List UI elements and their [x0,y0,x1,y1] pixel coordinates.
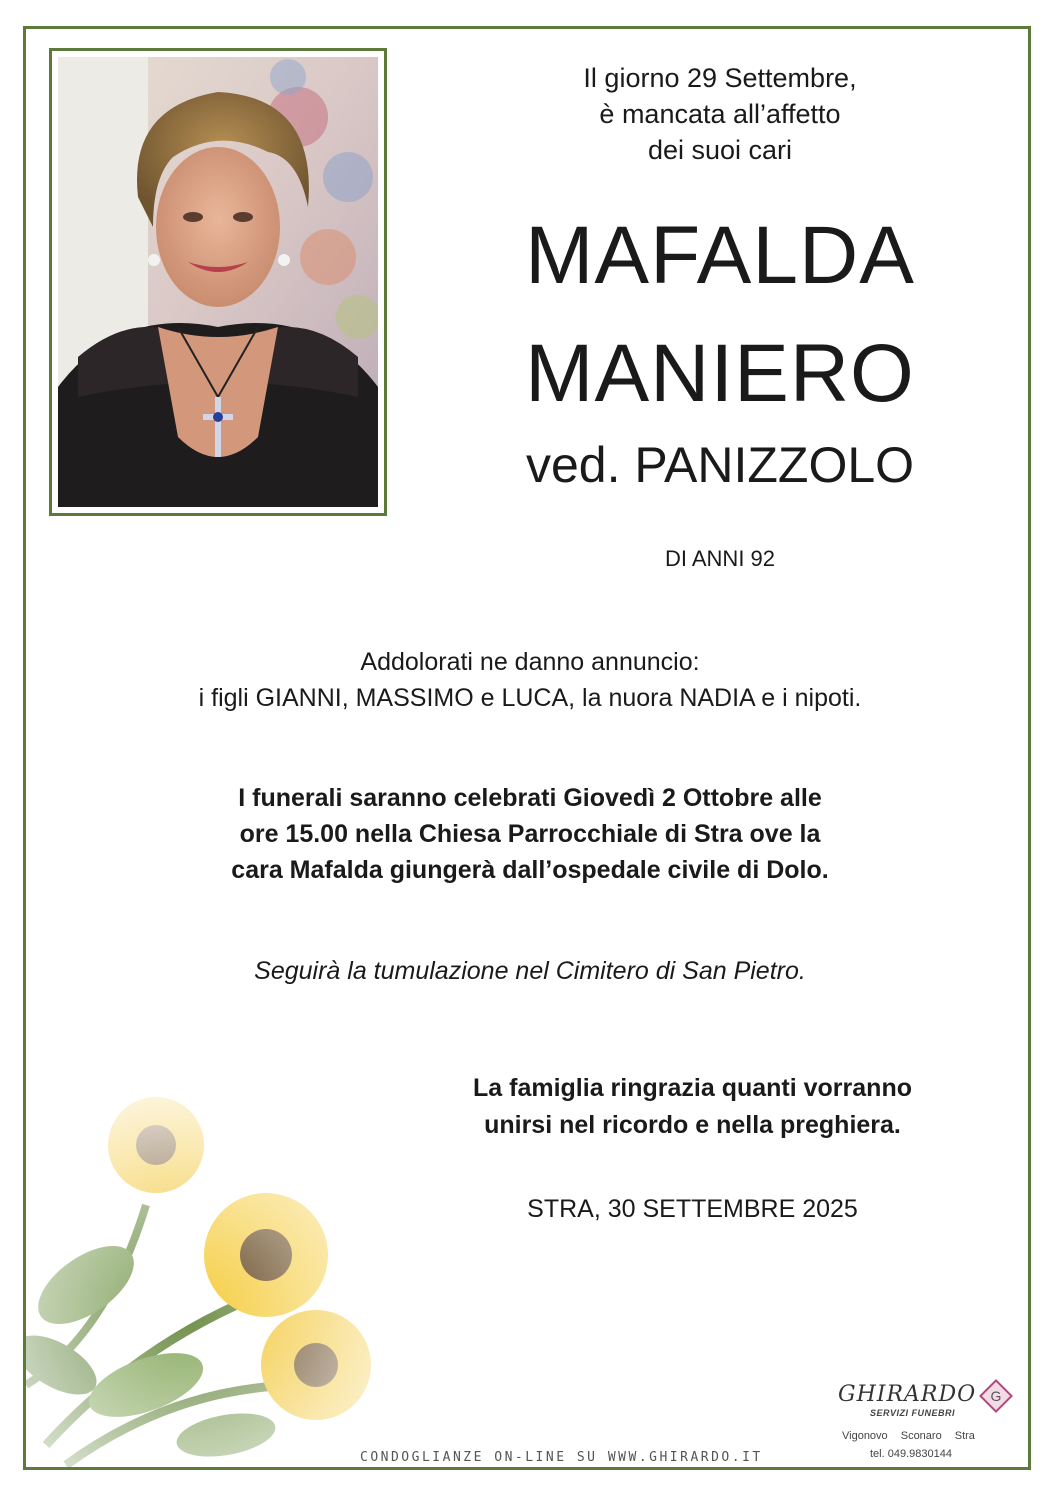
portrait-photo [58,57,378,507]
funeral-details [60,780,1000,888]
widow-of: ved. PANIZZOLO [525,437,915,493]
first-name: MAFALDA [525,210,915,301]
condolences-link: CONDOGLIANZE ON-LINE SU WWW.GHIRARDO.IT [360,1450,763,1465]
last-name: MANIERO [525,328,915,419]
logo-cities: Vigonovo Sconaro Stra [842,1430,975,1442]
funeral-line: I funerali saranno celebrati Giovedì 2 Ottobre alle [238,784,822,812]
funeral-home-logo [830,1372,1030,1467]
svg-text:G: G [990,1388,1002,1404]
logo-phone: tel. 049.9830144 [870,1448,952,1460]
portrait-frame [49,48,387,516]
intro-line: Il giorno 29 Settembre, [583,63,857,93]
intro-text [460,60,980,168]
logo-mark-icon [978,1378,1014,1414]
age: DI ANNI 92 [664,546,776,571]
place-date: STRA, 30 SETTEMBRE 2025 [527,1195,858,1223]
burial-note: Seguirà la tumulazione nel Cimitero di San Pietro. [254,957,806,985]
thanks-line: unirsi nel ricordo e nella preghiera. [484,1111,901,1139]
announcement-line: i figli GIANNI, MASSIMO e LUCA, la nuora NADIA e i nipoti. [198,684,862,712]
intro-line: è mancata all’affetto [599,99,841,129]
announcement [60,644,1000,716]
sunflowers-illustration [26,1085,426,1467]
funeral-line: cara Mafalda giungerà dall’ospedale civile di Dolo. [231,856,829,884]
announcement-line: Addolorati ne danno annuncio: [360,648,700,676]
logo-name: GHIRARDO [838,1382,977,1407]
intro-line: dei suoi cari [647,135,793,165]
thanks-line: La famiglia ringrazia quanti vorranno [473,1074,912,1102]
family-thanks [400,1070,985,1144]
logo-subtitle: SERVIZI FUNEBRI [870,1408,956,1418]
funeral-line: ore 15.00 nella Chiesa Parrocchiale di Stra ove la [239,820,821,848]
